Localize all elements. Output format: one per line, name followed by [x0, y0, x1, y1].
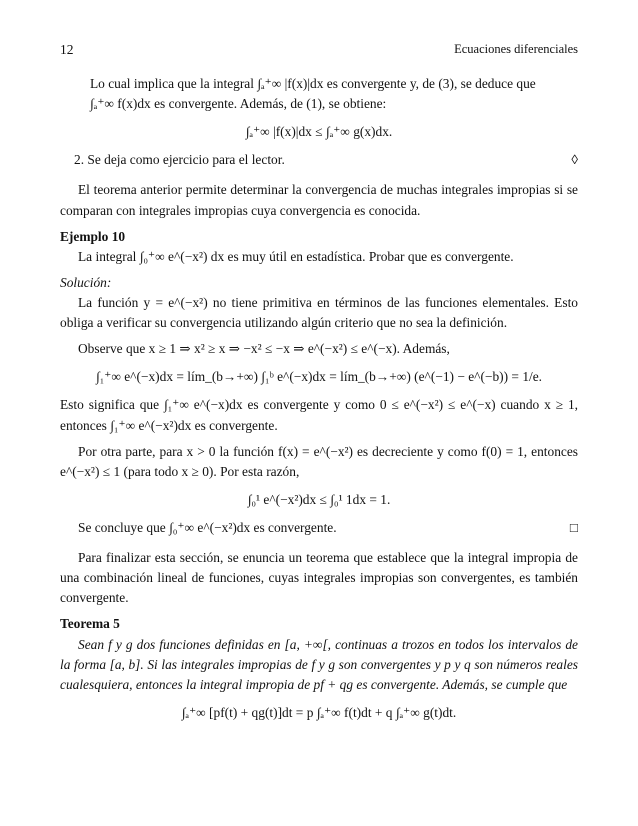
- end-of-solution-square: □: [569, 519, 578, 535]
- solution-paragraph-3: Esto significa que ∫₁⁺∞ e^(−x)dx es convergente y como 0 ≤ e^(−x²) ≤ e^(−x) cuando x ≥ 1, entonces ∫₁⁺∞ e^(−x²)dx es convergente.: [60, 397, 578, 433]
- list-item-2-text: 2. Se deja como ejercicio para el lector.: [74, 152, 285, 168]
- equation-bound: ∫₀¹ e^(−x²)dx ≤ ∫₀¹ 1dx = 1.: [247, 491, 391, 507]
- list-item-2: [60, 150, 578, 170]
- page-number: 12: [60, 42, 74, 57]
- solution-paragraph-4: Por otra parte, para x > 0 la función f(x) = e^(−x²) es decreciente y como f(0) = 1, entonces e^(−x²) ≤ 1 (para todo x ≥ 0). Por esta razón,: [60, 443, 578, 479]
- solution-paragraph-5: Se concluye que ∫₀⁺∞ e^(−x²)dx es convergente.: [78, 519, 337, 535]
- theorem-title: Teorema 5: [60, 616, 120, 632]
- theorem-statement: Sean f y g dos funciones definidas en [a, +∞[, continuas a trozos en todos los intervalos de la forma [a, b]. Si las integrales impropias de f y g son convergentes y p y q son números reales cualesquiera, entonces la integral impropia de pf + qg es convergente. Además, se cumple que: [60, 636, 578, 692]
- equation-limit: ∫₁⁺∞ e^(−x)dx = lím_(b→+∞) ∫₁ᵇ e^(−x)dx = lím_(b→+∞) (e^(−1) − e^(−b)) = 1/e.: [95, 369, 543, 385]
- page-header: [60, 40, 578, 60]
- example-title: Ejemplo 10: [60, 228, 126, 244]
- solution-paragraph-1: La función y = e^(−x²) no tiene primitiva en términos de las funciones elementales. Esto obliga a verificar su convergencia utilizando algún criterio que no sea la definición.: [60, 294, 578, 331]
- proof-paragraph-line1: Lo cual implica que la integral ∫ₐ⁺∞ |f(x)|dx es convergente y, de (3), se deduce que: [90, 76, 536, 91]
- example-statement: La integral ∫₀⁺∞ e^(−x²) dx es muy útil en estadística. Probar que es convergente.: [78, 248, 514, 264]
- solution-conclusion: [60, 518, 578, 538]
- equation-linearity: ∫ₐ⁺∞ [pf(t) + qg(t)]dt = p ∫ₐ⁺∞ f(t)dt + q ∫ₐ⁺∞ g(t)dt.: [181, 704, 457, 720]
- page-content: [60, 74, 578, 731]
- comparison-paragraph: El teorema anterior permite determinar la convergencia de muchas integrales impropias si se comparan con integrales impropias cuya convergencia es conocida.: [60, 182, 578, 218]
- running-title: Ecuaciones diferenciales: [454, 42, 578, 56]
- section-closing-paragraph: Para finalizar esta sección, se enuncia un teorema que establece que la integral impropia de una combinación lineal de funciones, cuyas integrales impropias son convergentes, es también convergente.: [60, 550, 578, 606]
- proof-paragraph-line2: ∫ₐ⁺∞ f(x)dx es convergente. Además, de (1), se obtiene:: [90, 96, 387, 112]
- solution-label: Solución:: [60, 274, 112, 290]
- equation-comparison: ∫ₐ⁺∞ |f(x)|dx ≤ ∫ₐ⁺∞ g(x)dx.: [245, 124, 393, 140]
- end-of-proof-diamond: ◊: [571, 152, 578, 168]
- solution-paragraph-2: Observe que x ≥ 1 ⇒ x² ≥ x ⇒ −x² ≤ −x ⇒ e^(−x²) ≤ e^(−x). Además,: [78, 341, 450, 357]
